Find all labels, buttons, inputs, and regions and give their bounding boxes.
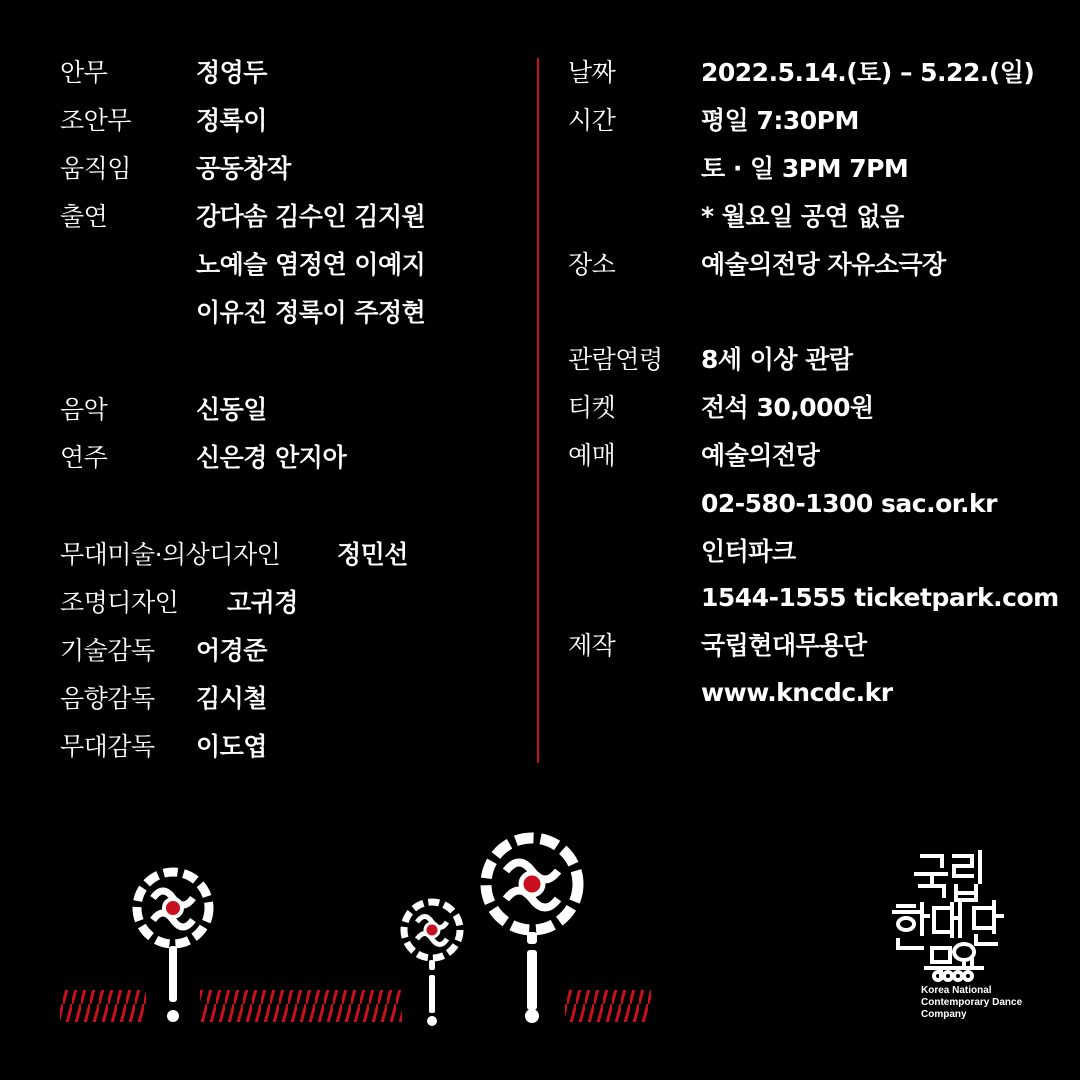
- info-value: 평일 7:30PM: [701, 106, 859, 135]
- info-value: 전석 30,000원: [701, 393, 874, 422]
- credit-label: 조명디자인: [60, 588, 179, 617]
- info-value: 02-580-1300 sac.or.kr: [701, 489, 997, 518]
- flower-icon: [486, 838, 578, 1023]
- credit-value: 고귀경: [227, 588, 298, 617]
- credit-label: 음악: [60, 395, 108, 424]
- flower-illustration: [0, 800, 700, 1040]
- info-label: 제작: [568, 631, 616, 660]
- credit-value: 이도엽: [196, 732, 267, 761]
- red-hatch-stripe: [200, 990, 402, 1022]
- info-label: 날짜: [568, 58, 616, 87]
- info-value: 2022.5.14.(토) – 5.22.(일): [701, 58, 1035, 87]
- info-value: 인터파크: [701, 537, 796, 566]
- info-value: 토 · 일 3PM 7PM: [701, 154, 909, 183]
- logo-line: Korea National: [921, 985, 992, 996]
- info-label: 장소: [568, 250, 616, 279]
- info-value: 8세 이상 관람: [701, 345, 853, 374]
- flower-icon: [137, 872, 209, 1022]
- credit-value: 정민선: [337, 540, 408, 569]
- credit-value: 정록이: [196, 106, 267, 135]
- red-hatch-stripe: [60, 990, 146, 1022]
- credit-label: 움직임: [60, 154, 131, 183]
- info-value: 예술의전당: [701, 441, 820, 470]
- info-value: * 월요일 공연 없음: [701, 202, 904, 231]
- credit-value: 노예슬 염정연 이예지: [196, 250, 426, 279]
- credit-value: 정영두: [196, 58, 267, 87]
- info-label: 예매: [568, 441, 616, 470]
- credit-value: 신은경 안지아: [196, 443, 347, 472]
- info-value: www.kncdc.kr: [701, 678, 893, 707]
- column-divider: [537, 58, 539, 763]
- credit-label: 무대미술·의상디자인: [60, 540, 281, 569]
- info-label: 관람연령: [568, 345, 663, 374]
- flower-icon: [404, 902, 460, 1026]
- info-value: 국립현대무용단: [701, 631, 867, 660]
- info-value: 1544-1555 ticketpark.com: [701, 583, 1059, 612]
- credit-value: 이유진 정록이 주정현: [196, 298, 426, 327]
- credit-label: 출연: [60, 202, 108, 231]
- credit-label: 안무: [60, 58, 108, 87]
- red-hatch-stripe: [565, 990, 651, 1022]
- credit-label: 음향감독: [60, 684, 155, 713]
- info-value: 예술의전당 자유소극장: [701, 250, 946, 279]
- logo-line: Contemporary Dance: [921, 997, 1023, 1008]
- credit-label: 조안무: [60, 106, 131, 135]
- credit-label: 무대감독: [60, 732, 155, 761]
- credit-value: 김시철: [196, 684, 267, 713]
- credit-value: 어경준: [196, 636, 267, 665]
- credit-label: 기술감독: [60, 636, 155, 665]
- logo-icon: [890, 848, 1010, 983]
- credit-label: 연주: [60, 443, 108, 472]
- logo-english-name: [921, 985, 1022, 1021]
- info-label: 티켓: [568, 393, 616, 422]
- credit-value: 공동창작: [196, 154, 291, 183]
- info-label: 시간: [568, 106, 616, 135]
- logo-line: Company: [921, 1009, 967, 1020]
- credit-value: 신동일: [196, 395, 267, 424]
- credit-value: 강다솜 김수인 김지원: [196, 202, 426, 231]
